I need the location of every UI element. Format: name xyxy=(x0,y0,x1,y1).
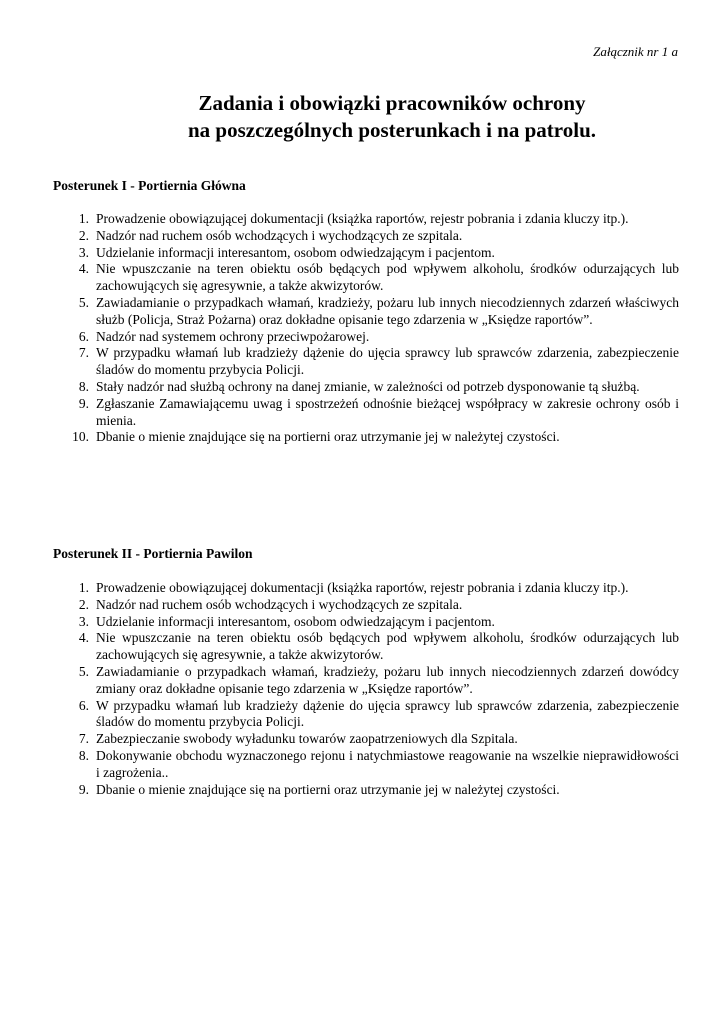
list-item xyxy=(53,664,679,698)
item-number: 6. xyxy=(78,328,89,344)
item-text: Zawiadamianie o przypadkach włamań, kradzieży, pożaru lub innych niecodziennych zdarzeń właściwych służb (Policja, Straż Pożarna) oraz dokładne opisanie tego zdarzenia w „Księdze raportów”. xyxy=(96,294,679,327)
item-number: 9. xyxy=(78,395,89,411)
list-item xyxy=(53,396,679,430)
document-title xyxy=(0,90,724,144)
item-text: Zawiadamianie o przypadkach włamań, kradzieży, pożaru lub innych niecodziennych zdarzeń dowódcy zmiany oraz dokładne opisanie tego zdarzenia w „Księdze raportów”. xyxy=(96,663,679,696)
item-text: Udzielanie informacji interesantom, osobom odwiedzającym i pacjentom. xyxy=(96,613,495,629)
list-item xyxy=(53,211,679,228)
item-number: 10. xyxy=(72,429,89,445)
item-number: 9. xyxy=(78,781,89,797)
title-line-2: na poszczególnych posterunkach i na patrolu. xyxy=(188,118,596,142)
item-number: 2. xyxy=(78,227,89,243)
list-item xyxy=(53,429,679,446)
item-number: 2. xyxy=(78,596,89,612)
list-item xyxy=(53,698,679,732)
list-item xyxy=(53,748,679,782)
item-text: Zabezpieczanie swobody wyładunku towarów zaopatrzeniowych dla Szpitala. xyxy=(96,731,518,747)
item-number: 3. xyxy=(78,244,89,260)
item-number: 8. xyxy=(78,747,89,763)
item-number: 8. xyxy=(78,378,89,394)
item-text: Udzielanie informacji interesantom, osobom odwiedzającym i pacjentom. xyxy=(96,244,495,260)
item-text: W przypadku włamań lub kradzieży dążenie do ujęcia sprawcy lub sprawców zdarzenia, zabezpieczenie śladów do momentu przybycia Policji. xyxy=(96,697,679,730)
list-item xyxy=(53,379,679,396)
item-text: Nadzór nad systemem ochrony przeciwpożarowej. xyxy=(96,328,370,344)
item-number: 1. xyxy=(78,211,89,226)
duties-list-post-2 xyxy=(53,580,679,798)
list-item xyxy=(53,245,679,262)
item-number: 4. xyxy=(78,261,89,277)
list-item xyxy=(53,329,679,346)
item-text: Dokonywanie obchodu wyznaczonego rejonu i natychmiastowe reagowanie na wszelkie nieprawidłowości i zagrożenia.. xyxy=(96,747,679,780)
item-text: Nadzór nad ruchem osób wchodzących i wychodzących ze szpitala. xyxy=(96,227,463,243)
item-number: 1. xyxy=(78,580,89,595)
item-text: Prowadzenie obowiązującej dokumentacji (książka raportów, rejestr pobrania i zdania kluczy itp.). xyxy=(96,580,629,595)
item-number: 7. xyxy=(78,731,89,747)
list-item xyxy=(53,731,679,748)
item-text: Zgłaszanie Zamawiającemu uwag i spostrzeżeń odnośnie bieżącej współpracy w zakresie ochrony osób i mienia. xyxy=(96,395,679,428)
list-item xyxy=(53,580,679,597)
list-item xyxy=(53,295,679,329)
duties-list-post-1 xyxy=(53,211,679,446)
list-item xyxy=(53,228,679,245)
item-text: Prowadzenie obowiązującej dokumentacji (książka raportów, rejestr pobrania i zdania kluczy itp.). xyxy=(96,211,629,226)
list-item xyxy=(53,630,679,664)
item-number: 4. xyxy=(78,630,89,646)
list-item xyxy=(53,614,679,631)
item-text: Nadzór nad ruchem osób wchodzących i wychodzących ze szpitala. xyxy=(96,596,463,612)
item-number: 6. xyxy=(78,697,89,713)
item-text: Dbanie o mienie znajdujące się na portierni oraz utrzymanie jej w należytej czystości. xyxy=(96,429,560,445)
section-heading-post-2: Posterunek II - Portiernia Pawilon xyxy=(53,546,253,561)
item-number: 5. xyxy=(78,294,89,310)
item-text: Stały nadzór nad służbą ochrony na danej zmianie, w zależności od potrzeb dysponowanie tą służbą. xyxy=(96,378,640,394)
item-number: 5. xyxy=(78,663,89,679)
list-item xyxy=(53,597,679,614)
section-heading-post-1: Posterunek I - Portiernia Główna xyxy=(53,178,246,193)
list-item xyxy=(53,261,679,295)
item-text: Dbanie o mienie znajdujące się na portierni oraz utrzymanie jej w należytej czystości. xyxy=(96,781,560,797)
attachment-label: Załącznik nr 1 a xyxy=(593,44,678,59)
list-item xyxy=(53,345,679,379)
item-text: Nie wpuszczanie na teren obiektu osób będących pod wpływem alkoholu, środków odurzających lub zachowujących się agresywnie, a także akwizytorów. xyxy=(96,261,679,294)
item-text: W przypadku włamań lub kradzieży dążenie do ujęcia sprawcy lub sprawców zdarzenia, zabezpieczenie śladów do momentu przybycia Policji. xyxy=(96,345,679,378)
item-text: Nie wpuszczanie na teren obiektu osób będących pod wpływem alkoholu, środków odurzających lub zachowujących się agresywnie, a także akwizytorów. xyxy=(96,630,679,663)
title-line-1: Zadania i obowiązki pracowników ochrony xyxy=(198,91,586,115)
item-number: 7. xyxy=(78,345,89,361)
item-number: 3. xyxy=(78,613,89,629)
list-item xyxy=(53,782,679,799)
